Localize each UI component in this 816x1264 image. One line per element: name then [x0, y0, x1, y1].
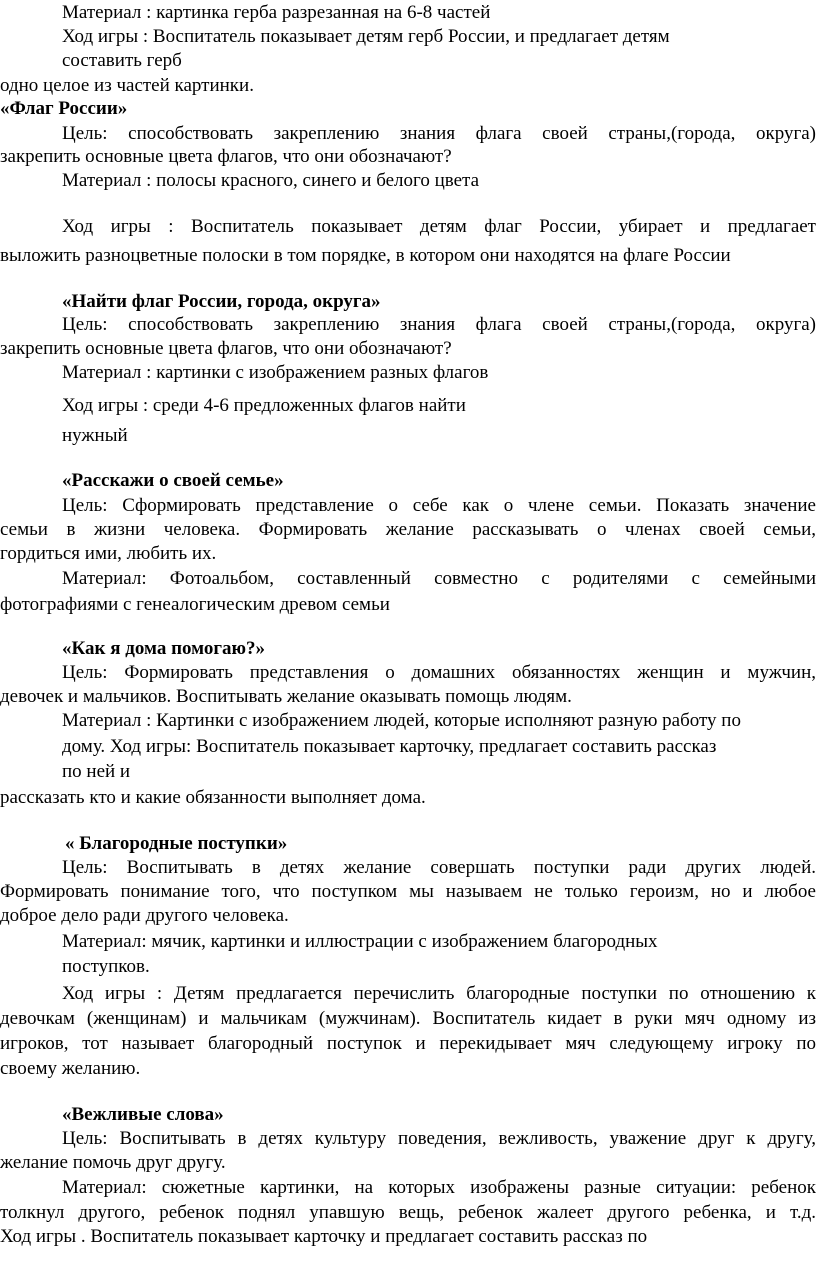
text-line: гордиться ими, любить их. — [0, 543, 217, 564]
text-line: поступков. — [62, 956, 150, 977]
text-line: Цель: Воспитывать в детях желание совершать поступки ради других людей. — [62, 857, 816, 878]
text-line: Формировать понимание того, что поступком мы называем не только героизм, но и любое — [0, 881, 816, 902]
text-line: Ход игры : среди 4-6 предложенных флагов найти — [62, 395, 466, 416]
text-line: Материал : Картинки с изображением людей, которые исполняют разную работу по — [62, 710, 741, 731]
text-line: своему желанию. — [0, 1058, 141, 1079]
text-line: Материал : картинки с изображением разных флагов — [62, 362, 489, 383]
text-line: одно целое из частей картинки. — [0, 75, 254, 96]
section-heading: «Найти флаг России, города, округа» — [62, 291, 381, 312]
text-line: желание помочь друг другу. — [0, 1152, 226, 1173]
text-line: Цель: способствовать закреплению знания флага своей страны,(города, округа) — [62, 123, 816, 144]
text-line: Материал: мячик, картинки и иллюстрации с изображением благородных — [62, 931, 658, 952]
text-line: семьи в жизни человека. Формировать желание рассказывать о членах своей семьи, — [0, 519, 816, 540]
text-line: составить герб — [62, 50, 182, 71]
text-line: выложить разноцветные полоски в том порядке, в котором они находятся на флаге России — [0, 245, 731, 266]
text-line: девочек и мальчиков. Воспитывать желание оказывать помощь людям. — [0, 686, 572, 707]
text-line: Материал: сюжетные картинки, на которых изображены разные ситуации: ребенок — [62, 1177, 816, 1198]
section-heading: «Вежливые слова» — [62, 1104, 224, 1125]
text-line: фотографиями с генеалогическим древом семьи — [0, 594, 390, 615]
text-line: Материал : картинка герба разрезанная на 6-8 частей — [62, 2, 491, 23]
text-line: Материал : полосы красного, синего и белого цвета — [62, 170, 480, 191]
text-line: нужный — [62, 425, 128, 446]
text-line: Цель: Формировать представления о домашних обязанностях женщин и мужчин, — [62, 662, 816, 683]
text-line: игроков, тот называет благородный поступок и перекидывает мяч следующему игроку по — [0, 1033, 816, 1054]
text-line: закрепить основные цвета флагов, что они обозначают? — [0, 338, 452, 359]
text-line: Цель: Воспитывать в детях культуру поведения, вежливость, уважение друг к другу, — [62, 1128, 816, 1149]
section-heading: « Благородные поступки» — [65, 833, 288, 854]
text-line: Ход игры : Детям предлагается перечислить благородные поступки по отношению к — [62, 983, 816, 1004]
text-line: девочкам (женщинам) и мальчикам (мужчинам). Воспитатель кидает в руки мяч одному из — [0, 1008, 816, 1029]
text-line: по ней и — [62, 761, 131, 782]
section-heading: «Расскажи о своей семье» — [62, 470, 284, 491]
section-heading: «Флаг России» — [0, 98, 128, 119]
text-line: Ход игры : Воспитатель показывает детям флаг России, убирает и предлагает — [62, 216, 816, 237]
text-line: Ход игры . Воспитатель показывает карточку и предлагает составить рассказ по — [0, 1226, 648, 1247]
text-line: доброе дело ради другого человека. — [0, 905, 289, 926]
text-line: дому. Ход игры: Воспитатель показывает карточку, предлагает составить рассказ — [62, 736, 717, 757]
text-line: Цель: способствовать закреплению знания флага своей страны,(города, округа) — [62, 314, 816, 335]
text-line: закрепить основные цвета флагов, что они обозначают? — [0, 146, 452, 167]
section-heading: «Как я дома помогаю?» — [62, 638, 265, 659]
text-line: Цель: Сформировать представление о себе как о члене семьи. Показать значение — [62, 495, 816, 516]
text-line: Ход игры : Воспитатель показывает детям герб России, и предлагает детям — [62, 26, 670, 47]
text-line: толкнул другого, ребенок поднял упавшую вещь, ребенок жалеет другого ребенка, и т.д. — [0, 1202, 816, 1223]
text-line: Материал: Фотоальбом, составленный совместно с родителями с семейными — [62, 568, 816, 589]
text-line: рассказать кто и какие обязанности выполняет дома. — [0, 787, 426, 808]
